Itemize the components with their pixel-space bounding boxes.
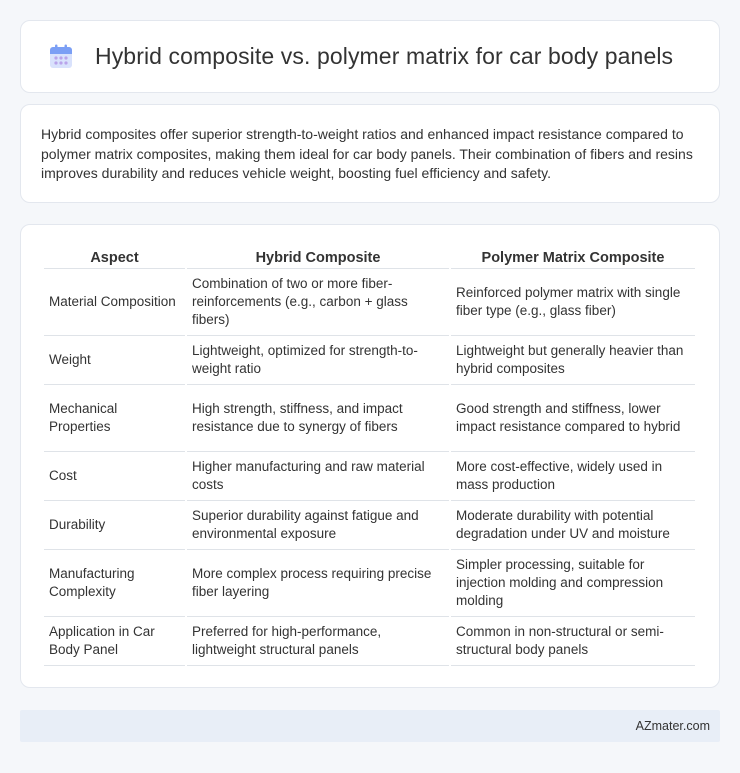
cell-polymer: More cost-effective, widely used in mass production: [451, 452, 695, 501]
footer: [20, 710, 720, 742]
table-row: [44, 336, 695, 385]
cell-polymer: Reinforced polymer matrix with single fiber type (e.g., glass fiber): [451, 269, 695, 336]
table-row: [44, 385, 695, 452]
cell-polymer: Good strength and stiffness, lower impact resistance compared to hybrid: [451, 385, 695, 452]
table-row: [44, 550, 695, 617]
cell-polymer: Lightweight but generally heavier than hybrid composites: [451, 336, 695, 385]
cell-hybrid: Preferred for high-performance, lightweight structural panels: [187, 617, 449, 666]
cell-hybrid: Combination of two or more fiber-reinforcements (e.g., carbon + glass fibers): [187, 269, 449, 336]
cell-aspect: Manufacturing Complexity: [44, 550, 185, 617]
cell-hybrid: Lightweight, optimized for strength-to-weight ratio: [187, 336, 449, 385]
footer-brand[interactable]: AZmater.com: [635, 719, 710, 733]
table-row: [44, 452, 695, 501]
cell-hybrid: High strength, stiffness, and impact resistance due to synergy of fibers: [187, 385, 449, 452]
table-row: [44, 617, 695, 666]
summary-text: Hybrid composites offer superior strength-to-weight ratios and enhanced impact resistance compared to polymer matrix composites, making them ideal for car body panels. Their combination of fibers and resins improves durability and reduces vehicle weight, boosting fuel efficiency and safety.: [41, 126, 693, 181]
cell-polymer: Simpler processing, suitable for injection molding and compression molding: [451, 550, 695, 617]
cell-polymer: Moderate durability with potential degradation under UV and moisture: [451, 501, 695, 550]
comparison-table-card: [20, 224, 720, 688]
cell-hybrid: More complex process requiring precise fiber layering: [187, 550, 449, 617]
header-aspect: Aspect: [44, 245, 185, 269]
cell-hybrid: Higher manufacturing and raw material costs: [187, 452, 449, 501]
cell-aspect: Application in Car Body Panel: [44, 617, 185, 666]
calendar-icon: [47, 43, 75, 71]
header-polymer-matrix-composite: Polymer Matrix Composite: [451, 245, 695, 269]
comparison-table: [42, 245, 697, 666]
cell-hybrid: Superior durability against fatigue and environmental exposure: [187, 501, 449, 550]
table-row: [44, 269, 695, 336]
table-row: [44, 501, 695, 550]
cell-aspect: Material Composition: [44, 269, 185, 336]
cell-aspect: Mechanical Properties: [44, 385, 185, 452]
page-title: Hybrid composite vs. polymer matrix for car body panels: [95, 43, 674, 69]
table-header-row: [44, 245, 695, 269]
summary-card: [20, 104, 720, 203]
cell-aspect: Cost: [44, 452, 185, 501]
cell-aspect: Weight: [44, 336, 185, 385]
header-hybrid-composite: Hybrid Composite: [187, 245, 449, 269]
cell-aspect: Durability: [44, 501, 185, 550]
title-card: [20, 20, 720, 93]
cell-polymer: Common in non-structural or semi-structural body panels: [451, 617, 695, 666]
